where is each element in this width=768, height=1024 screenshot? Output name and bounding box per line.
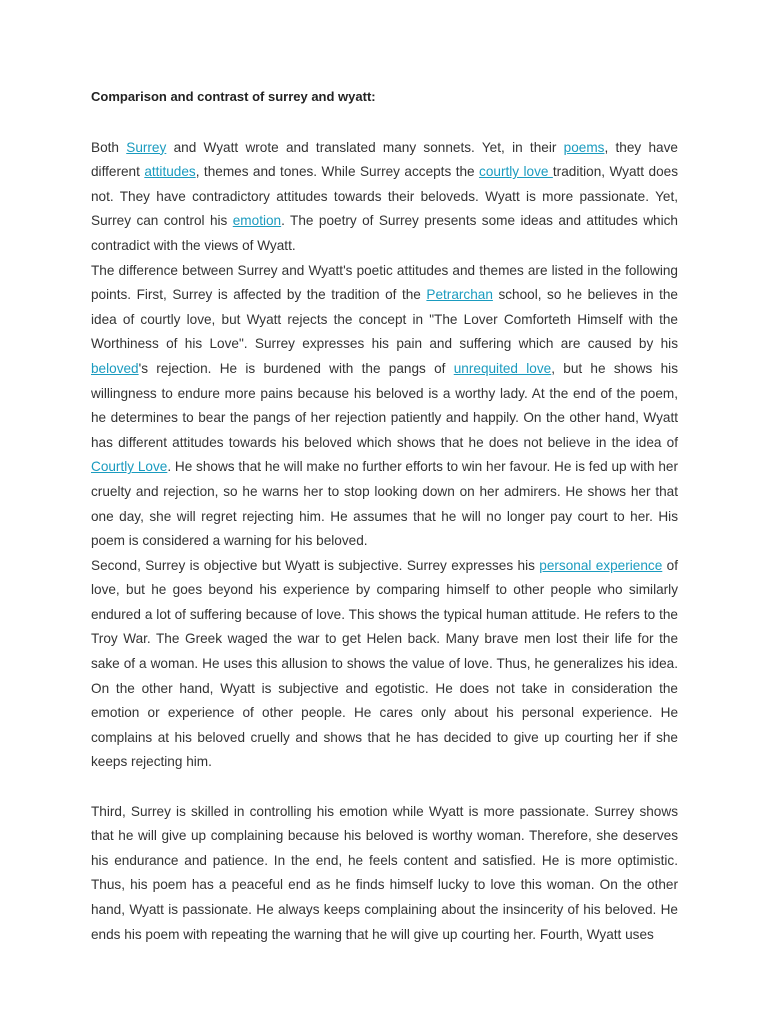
courtly-love-link[interactable]: courtly love bbox=[479, 164, 553, 180]
paragraph-text: Second, Surrey is objective but Wyatt is subjective. Surrey expresses his bbox=[91, 557, 540, 573]
paragraph-text: and Wyatt wrote and translated many sonnets. Yet, in their bbox=[166, 139, 564, 155]
personal-experience-link[interactable]: personal experience bbox=[539, 557, 663, 573]
paragraph-second bbox=[91, 554, 678, 775]
emotion-link[interactable]: emotion bbox=[232, 213, 282, 229]
courtly-love-link-2[interactable]: Courtly Love bbox=[91, 459, 168, 475]
paragraph-intro bbox=[91, 136, 678, 259]
paragraph-text: school, so he believes in the idea of courtly love, but Wyatt rejects the concept in "The Lover Comforteth Himself with the Worthiness of his Love". Surrey expresses his pain and suffering which are caused by his bbox=[91, 287, 678, 352]
paragraph-text: , they have different bbox=[91, 139, 678, 180]
document-page bbox=[91, 85, 678, 947]
petrarchan-link[interactable]: Petrarchan bbox=[426, 287, 493, 303]
document-title: Comparison and contrast of surrey and wyatt: bbox=[91, 89, 376, 104]
attitudes-link[interactable]: attitudes bbox=[144, 164, 196, 180]
paragraph-third bbox=[91, 800, 678, 948]
paragraph-text: of love, but he goes beyond his experience by comparing himself to other people who similarly endured a lot of suffering because of love. This shows the typical human attitude. He refers to the Troy War. The Greek waged the war to get Helen back. Many brave men lost their life for the sake of a woman. He uses this allusion to shows the value of love. Thus, he generalizes his idea. On the other hand, Wyatt is subjective and egotistic. He does not take in consideration the emotion or experience of other people. He cares only about his personal experience. He complains at his beloved cruelly and shows that he has decided to give up courting her if she keeps rejecting him. bbox=[91, 557, 678, 770]
paragraph-difference bbox=[91, 259, 678, 554]
beloved-link[interactable]: beloved bbox=[91, 360, 139, 376]
paragraph-text: Both bbox=[91, 139, 127, 155]
paragraph-text: , but he shows his willingness to endure more pains because his beloved is a worthy lady. At the end of the poem, he determines to bear the pangs of her rejection patiently and happily. On the other hand, Wyatt has different attitudes towards his beloved which shows that he does not believe in the idea of bbox=[91, 360, 678, 450]
paragraph-text: The difference between Surrey and Wyatt's poetic attitudes and themes are listed in the following points. First, Surrey is affected by the tradition of the bbox=[91, 262, 678, 303]
paragraph-text: Third, Surrey is skilled in controlling his emotion while Wyatt is more passionate. Surrey shows that he will give up complaining because his beloved is worthy woman. Therefore, she deserves his endurance and patience. In the end, he feels content and satisfied. He is more optimistic. Thus, his poem has a peaceful end as he finds himself lucky to love this woman. On the other hand, Wyatt is passionate. He always keeps complaining about the insincerity of his beloved. He ends his poem with repeating the warning that he will give up courting her. Fourth, Wyatt uses bbox=[91, 803, 678, 942]
surrey-link[interactable]: Surrey bbox=[126, 139, 167, 155]
unrequited-love-link[interactable]: unrequited love bbox=[453, 360, 552, 376]
paragraph-text: tradition, Wyatt does not. They have contradictory attitudes towards their beloveds. Wyatt is more passionate. Yet, Surrey can control his bbox=[91, 164, 678, 229]
paragraph-text: 's rejection. He is burdened with the pangs of bbox=[138, 360, 454, 376]
paragraph-text: . The poetry of Surrey presents some ideas and attitudes which contradict with the views of Wyatt. bbox=[91, 213, 678, 253]
paragraph-text: . He shows that he will make no further efforts to win her favour. He is fed up with her cruelty and rejection, so he warns her to stop looking down on her admirers. He shows her that one day, she will regret rejecting him. He assumes that he will no longer pay court to her. His poem is considered a warning for his beloved. bbox=[91, 459, 679, 549]
poems-link[interactable]: poems bbox=[563, 139, 605, 155]
paragraph-text: , themes and tones. While Surrey accepts the bbox=[195, 164, 480, 180]
